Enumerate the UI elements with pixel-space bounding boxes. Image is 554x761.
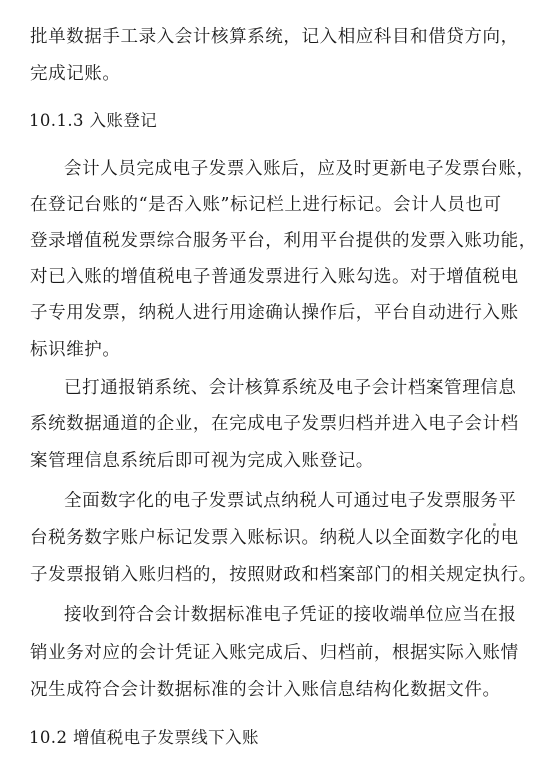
section-heading-10-1-3: 10.1.3 入账登记 [29, 111, 158, 130]
text-line-1: 批单数据手工录入会计核算系统，记入相应科目和借贷方向， [30, 27, 519, 47]
text-line-10: 系统数据通道的企业，在完成电子发票归档并进入电子会计档 [30, 414, 519, 434]
text-line-15: 接收到符合会计数据标准电子凭证的接收端单位应当在报 [64, 605, 517, 625]
scan-speck [493, 523, 496, 526]
text-line-16: 销业务对应的会计凭证入账完成后、归档前，根据实际入账情 [30, 643, 519, 663]
text-line-11: 案管理信息系统后即可视为完成入账登记。 [30, 451, 374, 471]
text-line-3: 会计人员完成电子发票入账后，应及时更新电子发票台账， [64, 159, 535, 179]
text-line-17: 况生成符合会计数据标准的会计入账信息结构化数据文件。 [30, 680, 501, 700]
text-line-5: 登录增值税发票综合服务平台，利用平台提供的发票入账功能， [30, 231, 537, 251]
text-line-4: 在登记台账的“是否入账”标记栏上进行标记。会计人员也可 [30, 195, 502, 215]
text-line-6: 对已入账的增值税电子普通发票进行入账勾选。对于增值税电 [30, 267, 519, 287]
text-line-14: 子发票报销入账归档的，按照财政和档案部门的相关规定执行。 [30, 565, 537, 585]
text-line-13: 台税务数字账户标记发票入账标识。纳税人以全面数字化的电 [30, 528, 519, 548]
text-line-9: 已打通报销系统、会计核算系统及电子会计档案管理信息 [64, 378, 517, 398]
text-line-12: 全面数字化的电子发票试点纳税人可通过电子发票服务平 [64, 491, 517, 511]
section-heading-10-2: 10.2 增值税电子发票线下入账 [29, 728, 259, 747]
text-line-7: 子专用发票，纳税人进行用途确认操作后，平台自动进行入账 [30, 303, 519, 323]
text-line-8: 标识维护。 [30, 340, 121, 360]
text-line-2: 完成记账。 [30, 64, 121, 84]
